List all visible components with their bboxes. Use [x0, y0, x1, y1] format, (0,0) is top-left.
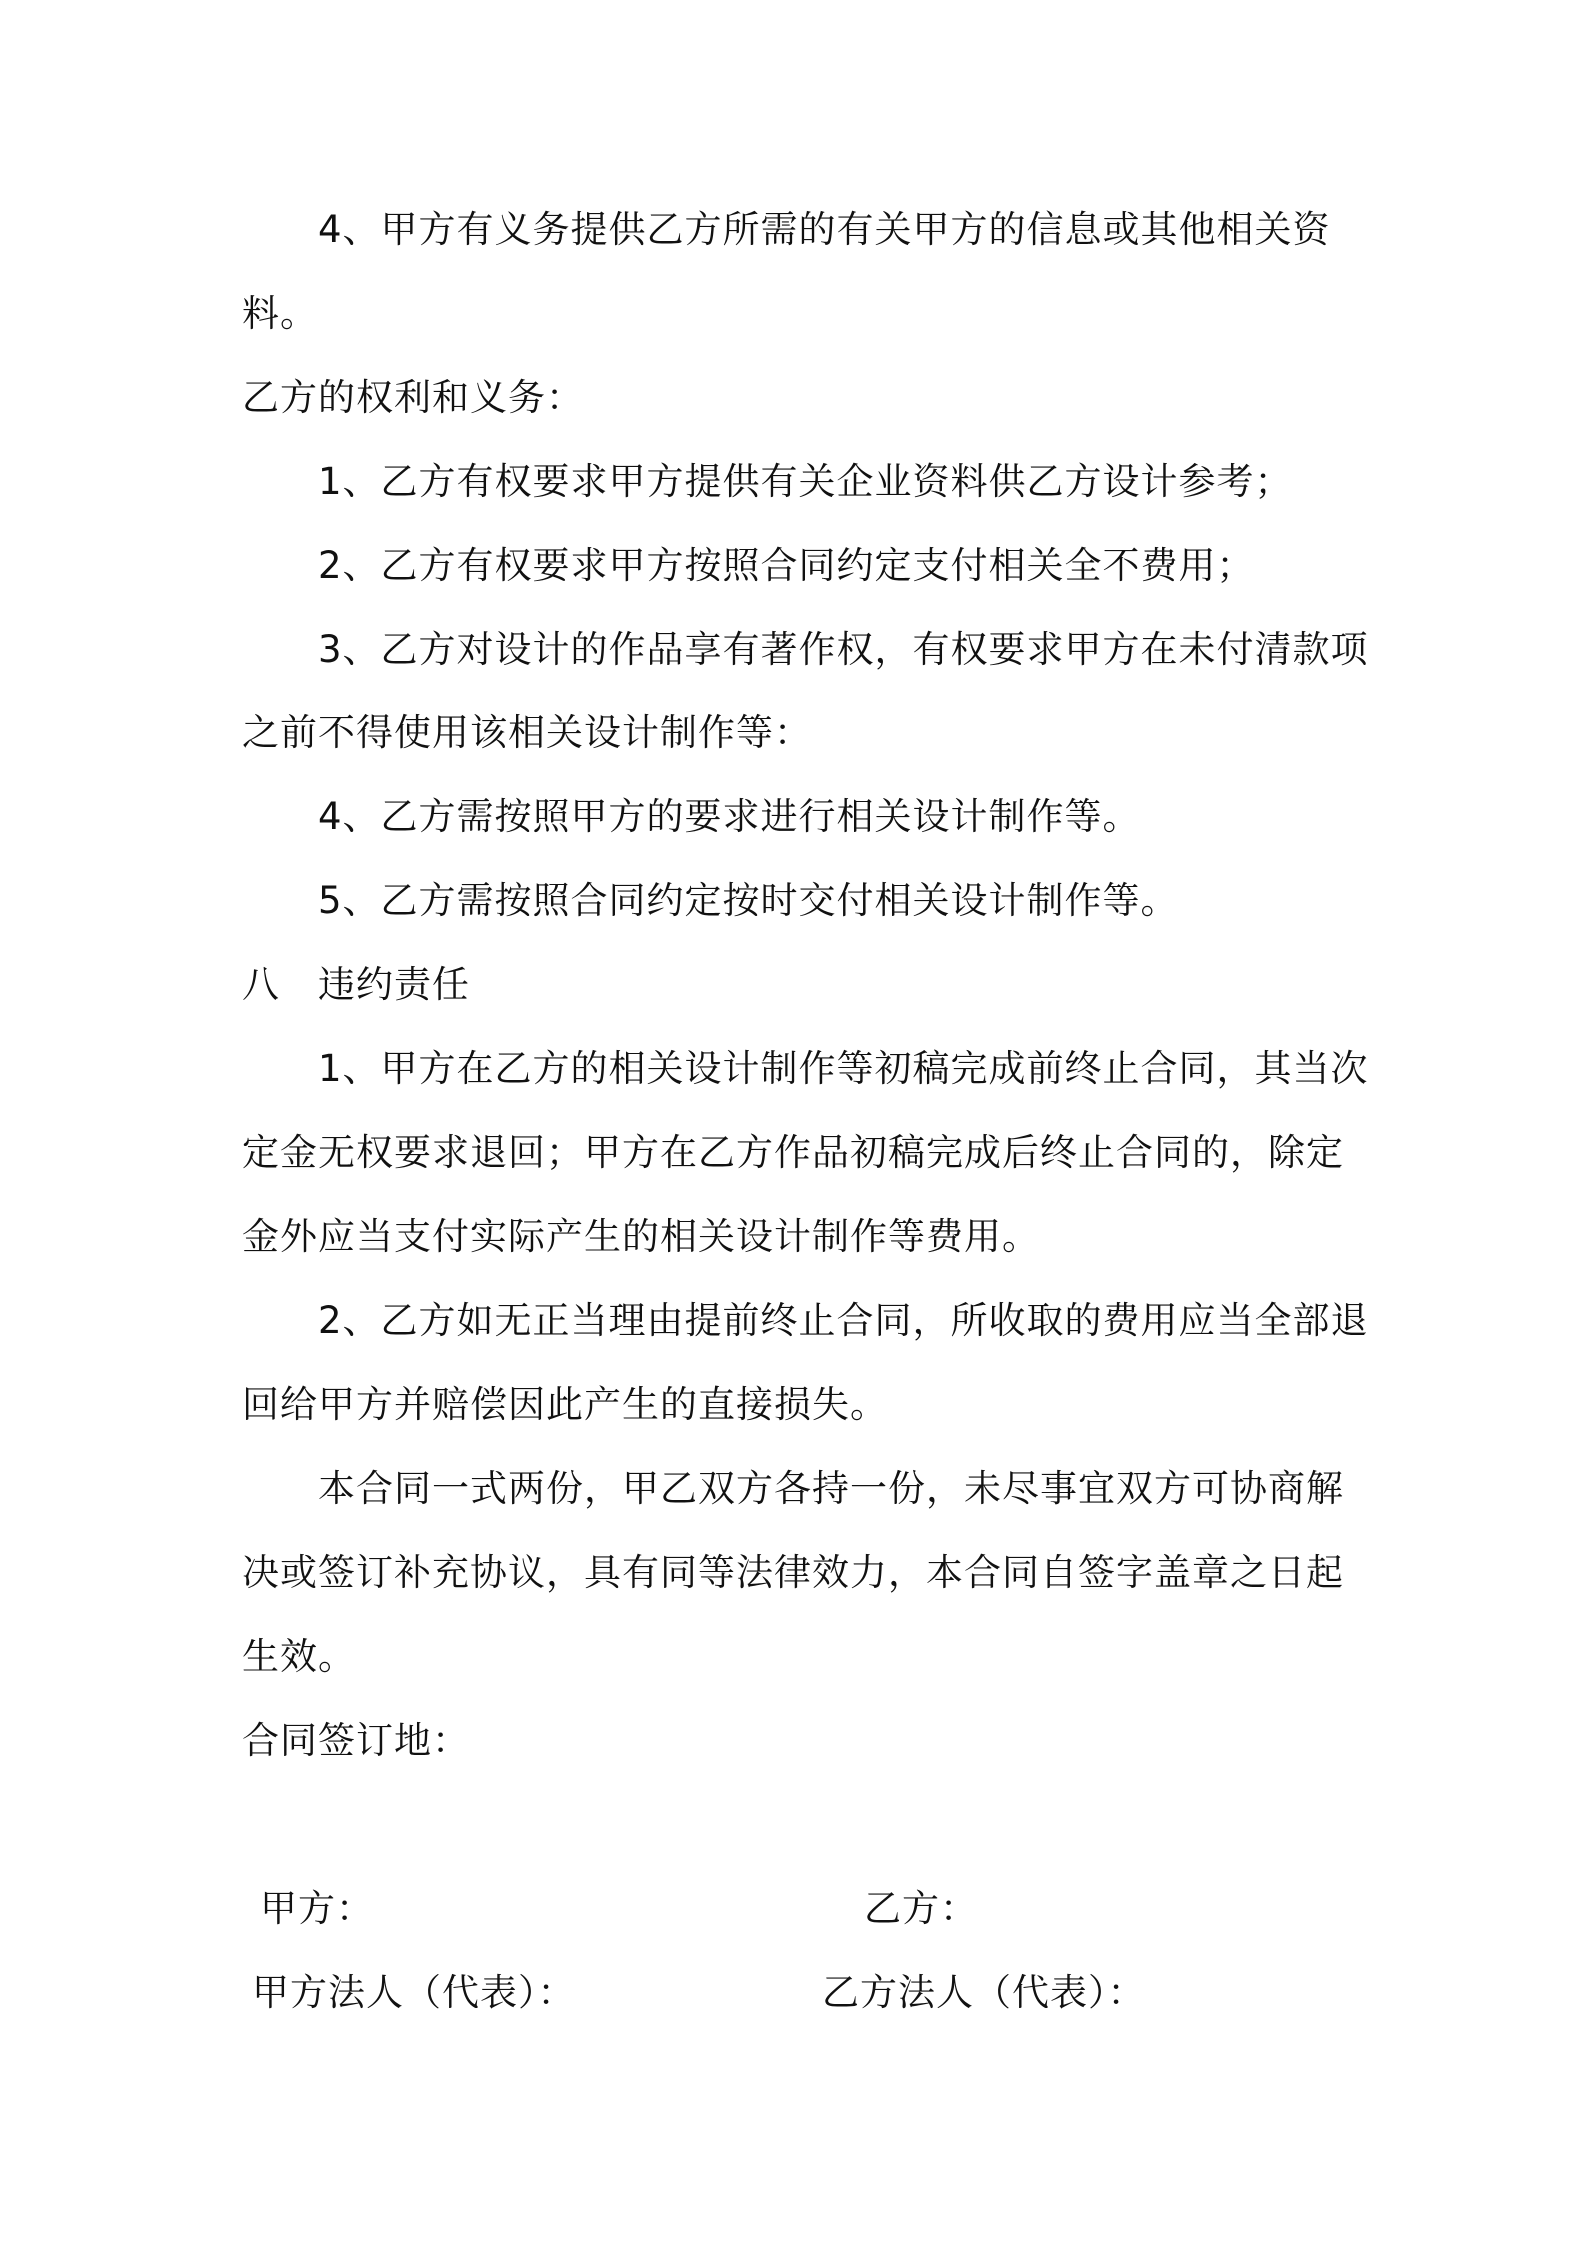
breach-1-line3: 金外应当支付实际产生的相关设计制作等费用。 — [242, 1215, 1040, 1258]
clause-a4-line2: 料。 — [242, 292, 318, 335]
breach-1-line1: 1、甲方在乙方的相关设计制作等初稿完成前终止合同，其当次 — [318, 1047, 1369, 1090]
section-heading-breach: 八 违约责任 — [242, 963, 470, 1006]
clause-b4: 4、乙方需按照甲方的要求进行相关设计制作等。 — [318, 795, 1141, 838]
party-a-representative-label: 甲方法人（代表）： — [252, 1971, 576, 2014]
clause-b2: 2、乙方有权要求甲方按照合同约定支付相关全不费用； — [318, 544, 1255, 587]
clause-b1: 1、乙方有权要求甲方提供有关企业资料供乙方设计参考； — [318, 460, 1293, 503]
closing-line3: 生效。 — [242, 1635, 356, 1678]
breach-2-line1: 2、乙方如无正当理由提前终止合同，所收取的费用应当全部退 — [318, 1299, 1369, 1342]
breach-1-line2: 定金无权要求退回；甲方在乙方作品初稿完成后终止合同的，除定 — [242, 1131, 1344, 1174]
clause-b3-line2: 之前不得使用该相关设计制作等： — [242, 711, 812, 754]
clause-a4-line1: 4、甲方有义务提供乙方所需的有关甲方的信息或其他相关资 — [318, 208, 1331, 251]
clause-b3-line1: 3、乙方对设计的作品享有著作权，有权要求甲方在未付清款项 — [318, 628, 1369, 671]
closing-line2: 决或签订补充协议，具有同等法律效力，本合同自签字盖章之日起 — [242, 1551, 1344, 1594]
breach-2-line2: 回给甲方并赔偿因此产生的直接损失。 — [242, 1383, 888, 1426]
signing-place-label: 合同签订地： — [242, 1719, 470, 1762]
party-a-label: 甲方： — [260, 1887, 374, 1930]
party-b-label: 乙方： — [864, 1887, 978, 1930]
clause-b5: 5、乙方需按照合同约定按时交付相关设计制作等。 — [318, 879, 1179, 922]
closing-line1: 本合同一式两份，甲乙双方各持一份，未尽事宜双方可协商解 — [318, 1467, 1344, 1510]
party-b-representative-label: 乙方法人（代表）： — [822, 1971, 1146, 2014]
section-heading-party-b-rights: 乙方的权利和义务： — [242, 376, 584, 419]
